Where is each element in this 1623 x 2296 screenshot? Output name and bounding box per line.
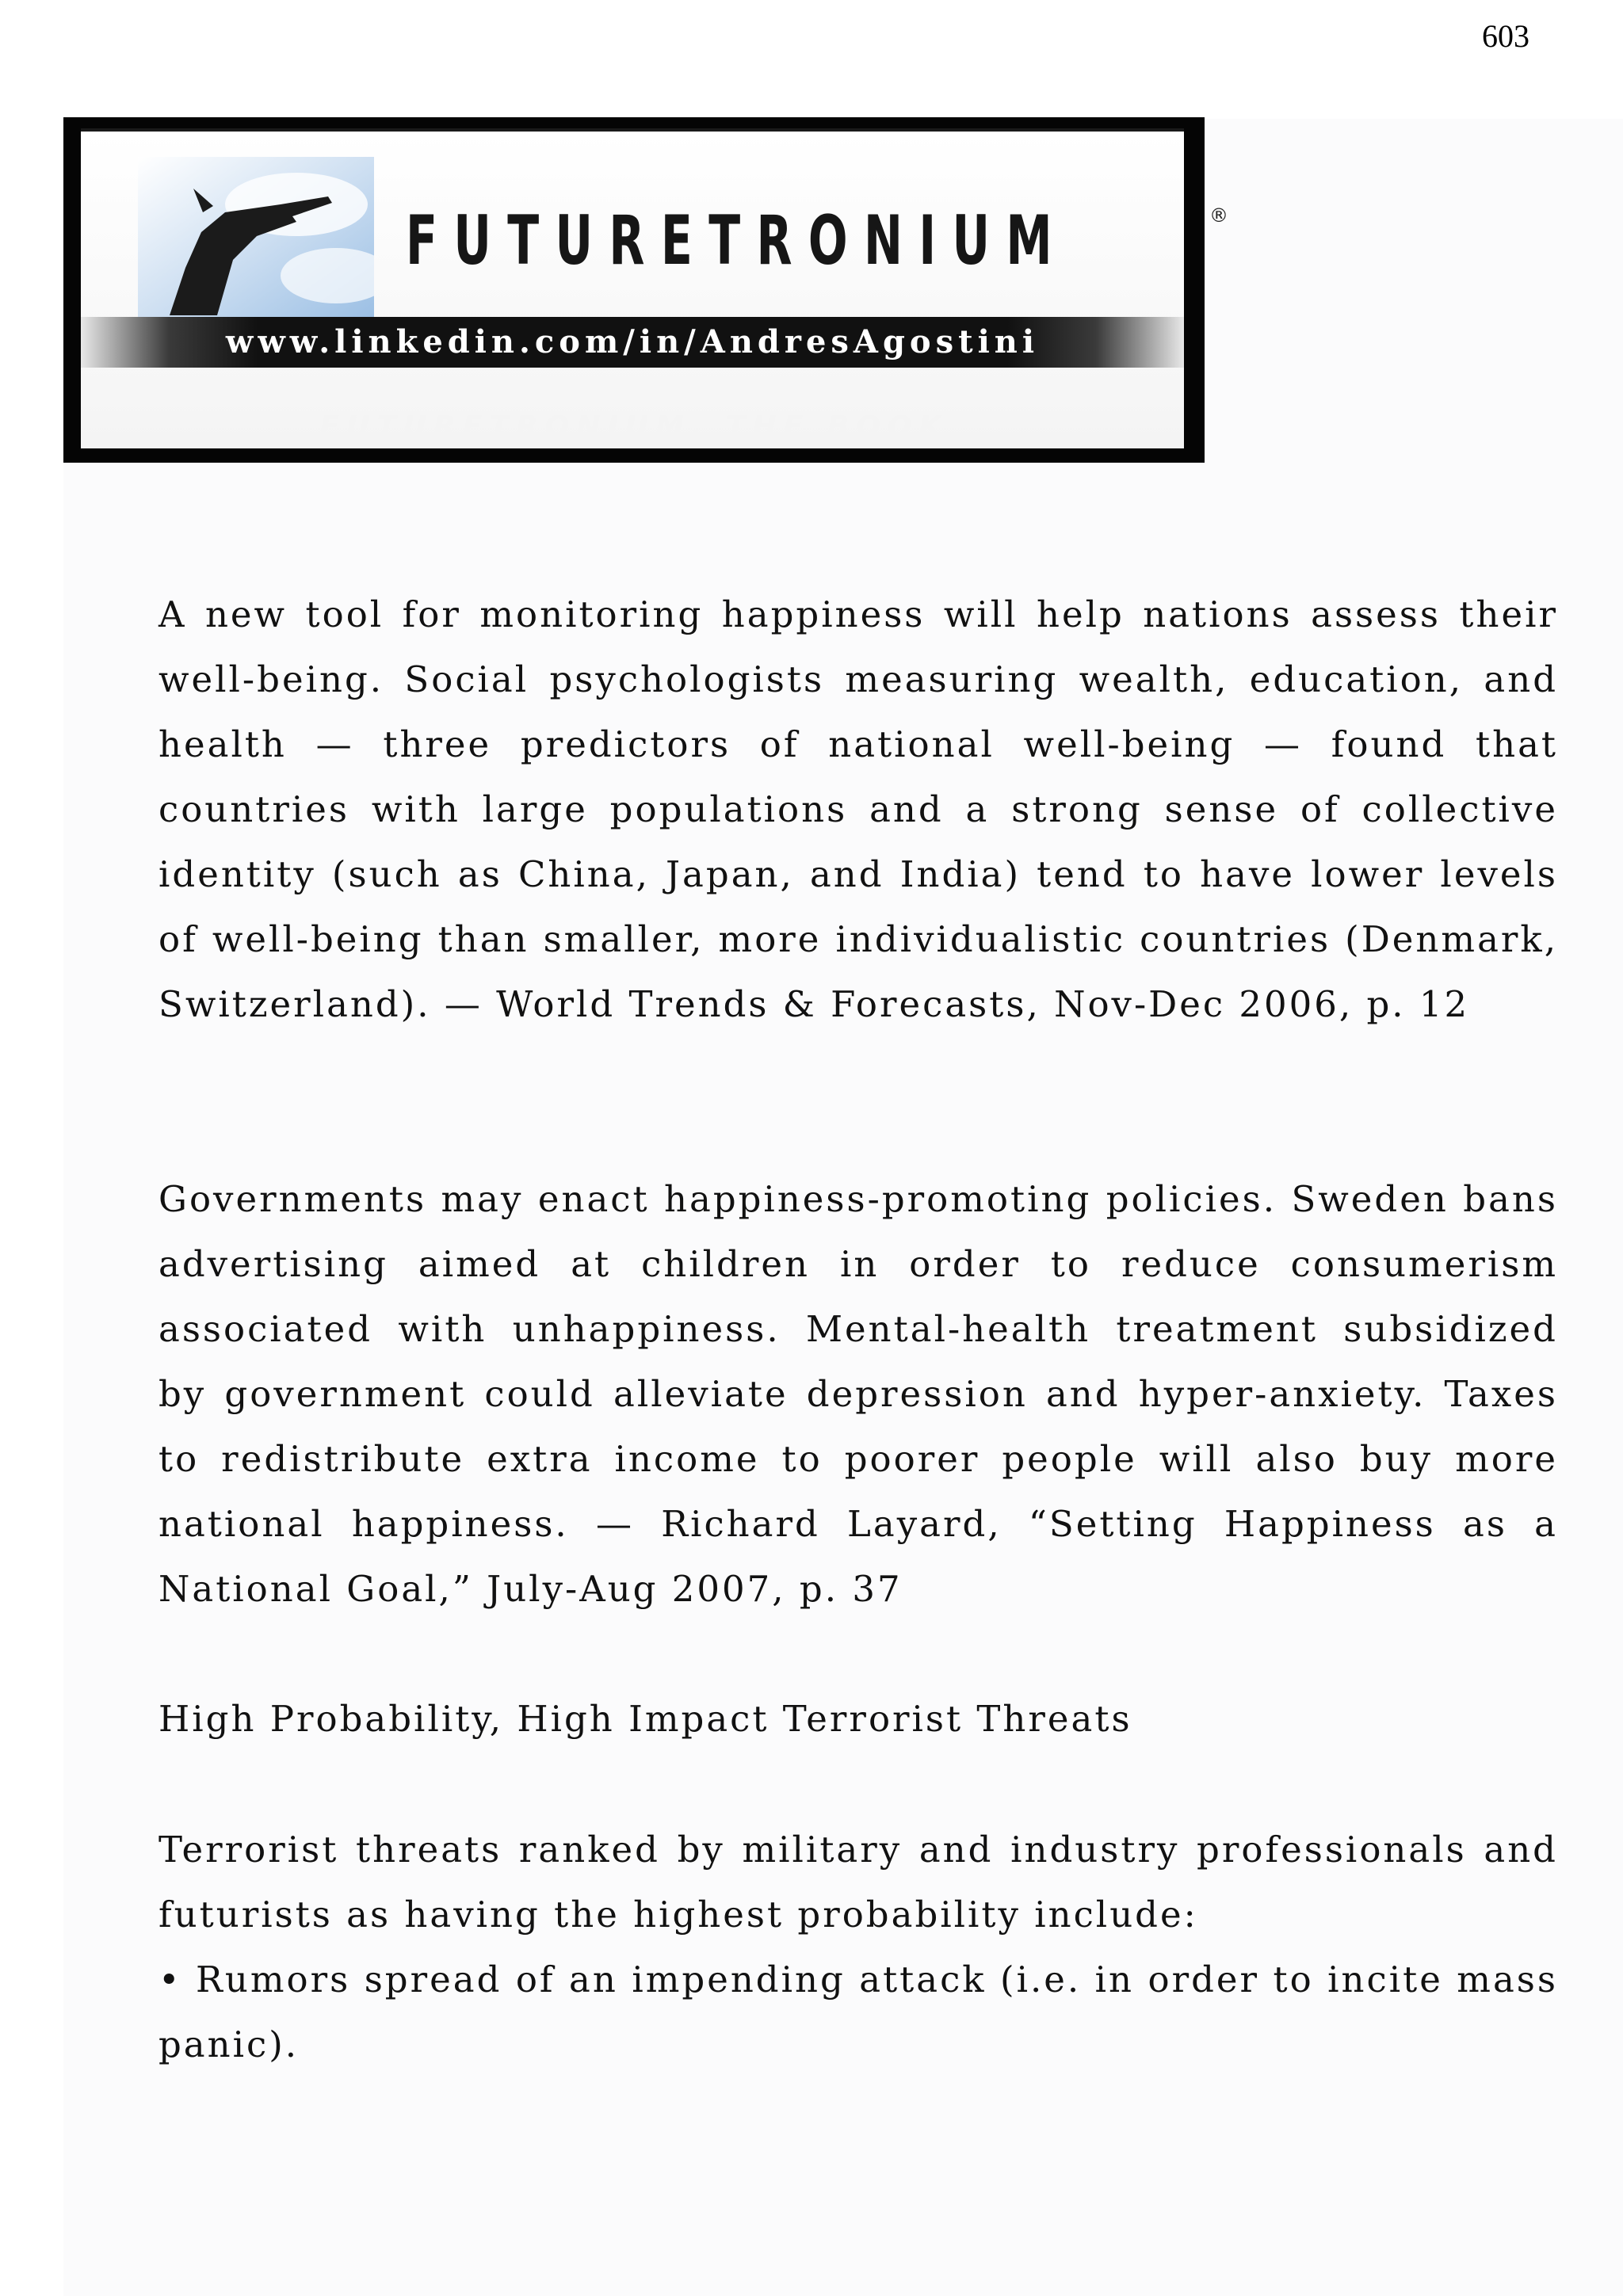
paragraph-happiness-policies: Governments may enact happiness-promoting policies. Sweden bans advertising aimed at children in order to reduce consumerism associated with unhappiness. Mental-health treatment subsidized by government could alleviate depression and hyper-anxiety. Taxes to redistribute extra income to poorer people will also buy more national happiness. — Richard Layard, “Setting Happiness as a National Goal,” July-Aug 2007, p. 37: [158, 1178, 1558, 1610]
reaching-hand-image: [138, 157, 374, 320]
section-heading: High Probability, High Impact Terrorist Threats: [158, 1698, 1132, 1740]
page-number: 603: [1482, 18, 1529, 54]
paragraph-terrorist-threats: Terrorist threats ranked by military and industry professionals and futurists as having the highest probability include:: [158, 1829, 1558, 1936]
terrorist-threats-section: [158, 1817, 1558, 2077]
futuretronium-banner: [63, 117, 1228, 463]
banner-brand-title: FUTURETRONIUM: [406, 201, 1069, 280]
banner-url: www.linkedin.com/in/AndresAgostini: [225, 323, 1040, 360]
bullet-item: • Rumors spread of an impending attack (i.e. in order to incite mass panic).: [158, 1958, 1558, 2065]
banner-subtitle: FUTURETRONIUM, THE BOOK: [319, 410, 949, 443]
registered-trademark: ®: [1209, 204, 1228, 227]
banner-url-bar: [81, 317, 1184, 368]
paragraph-happiness-monitoring: A new tool for monitoring happiness will help nations assess their well-being. Social psychologists measuring wealth, education, and health — three predictors of national well-being — found that countries with large populations and a strong sense of collective identity (such as China, Japan, and India) tend to have lower levels of well-being than smaller, more individualistic countries (Denmark, Switzerland). — World Trends & Forecasts, Nov-Dec 2006, p. 12: [158, 593, 1558, 1025]
